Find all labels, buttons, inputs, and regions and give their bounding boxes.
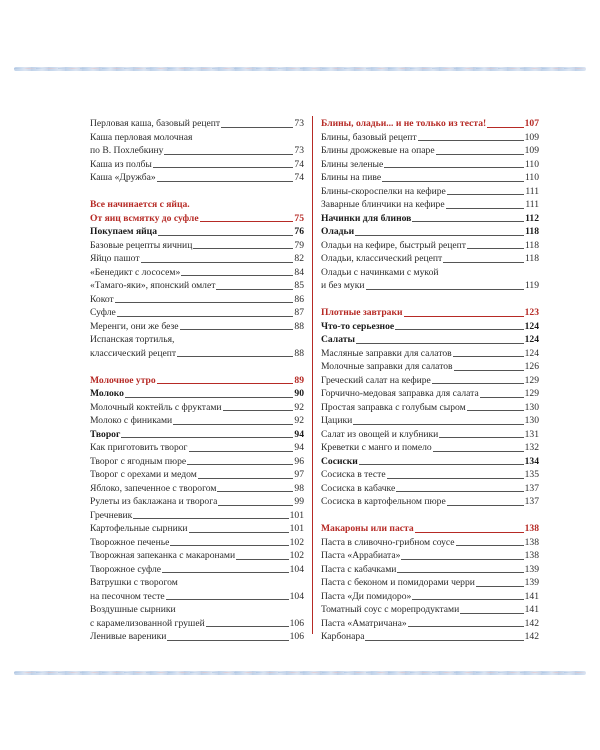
toc-leader-line: [412, 221, 524, 222]
toc-entry-title: От яиц всмятку до суфле: [90, 212, 199, 224]
toc-entry-title: Цацики: [321, 415, 353, 426]
toc-leader-line: [115, 302, 294, 303]
toc-page-number: 109: [524, 145, 539, 156]
toc-entry-title: Паста с кабачками: [321, 563, 397, 575]
toc-entry[interactable]: [321, 603, 539, 617]
toc-page-number: 111: [525, 185, 539, 197]
toc-entry[interactable]: [90, 347, 304, 361]
toc-leader-line: [167, 640, 288, 641]
toc-page-number: 101: [289, 509, 304, 521]
toc-leader-line: [432, 383, 524, 384]
toc-entry[interactable]: [321, 171, 539, 185]
toc-entry-title: Сосиска в картофельном пюре: [321, 496, 446, 507]
toc-page-number: 94: [294, 428, 304, 440]
toc-page-number: 139: [524, 577, 539, 588]
toc-leader-line: [117, 316, 294, 317]
toc-entry[interactable]: [321, 185, 539, 199]
toc-leader-line: [189, 532, 289, 533]
toc-entry[interactable]: [90, 225, 304, 239]
toc-entry-title: Творог: [90, 428, 121, 440]
toc-entry-title: Оладьи с начинками с мукой: [321, 266, 439, 278]
toc-leader-line: [217, 491, 293, 492]
toc-leader-line: [221, 127, 293, 128]
toc-leader-line: [467, 248, 524, 249]
toc-entry-title: по В. Похлебкину: [90, 145, 164, 156]
toc-page-number: 96: [294, 455, 304, 467]
toc-entry[interactable]: [321, 576, 539, 590]
toc-page-number: 86: [294, 293, 304, 305]
toc-entry[interactable]: [321, 482, 539, 496]
toc-entry[interactable]: [321, 387, 539, 401]
toc-entry-title: Творожное печенье: [90, 536, 170, 548]
toc-entry-title: с карамелизованной грушей: [90, 617, 205, 629]
toc-page-number: 134: [524, 455, 539, 467]
toc-page-number: 130: [524, 401, 539, 413]
toc-entry[interactable]: [90, 536, 304, 550]
toc-leader-line: [180, 329, 294, 330]
toc-page-number: 73: [294, 145, 304, 156]
toc-entry[interactable]: [321, 306, 539, 320]
toc-entry-title: Суфле: [90, 307, 116, 318]
toc-entry-title: на песочном тесте: [90, 590, 165, 602]
toc-entry[interactable]: [321, 320, 539, 334]
toc-entry[interactable]: [90, 198, 304, 212]
toc-leader-line: [412, 599, 523, 600]
toc-leader-line: [170, 545, 288, 546]
toc-leader-line: [218, 505, 293, 506]
toc-entry[interactable]: [90, 495, 304, 509]
toc-page-number: 118: [524, 253, 539, 264]
toc-entry-title: классический рецепт: [90, 347, 177, 359]
toc-leader-line: [193, 248, 293, 249]
toc-page-number: 98: [294, 482, 304, 494]
toc-page-number: 99: [294, 496, 304, 507]
toc-leader-line: [387, 478, 524, 479]
toc-entry-title: Сосиски: [321, 455, 358, 467]
toc-leader-line: [404, 316, 524, 317]
toc-entry[interactable]: [90, 590, 304, 604]
toc-page-number: 90: [294, 388, 304, 399]
toc-entry-title: Воздушные сырники: [90, 604, 176, 615]
toc-entry[interactable]: [321, 441, 539, 455]
toc-entry[interactable]: [90, 333, 304, 347]
toc-leader-line: [157, 181, 294, 182]
toc-leader-line: [447, 194, 525, 195]
toc-page-number: 106: [289, 617, 304, 629]
toc-page-number: 109: [524, 131, 539, 143]
toc-entry-title: Блины, оладьи... и не только из теста!: [321, 118, 487, 129]
toc-entry-title: Молочный коктейль с фруктами: [90, 401, 222, 413]
toc-entry-title: Паста в сливочно-грибном соусе: [321, 536, 455, 548]
toc-leader-line: [443, 262, 524, 263]
toc-entry-title: Блины дрожжевые на опаре: [321, 145, 435, 156]
toc-entry-title: Масляные заправки для салатов: [321, 347, 452, 359]
toc-leader-line: [181, 275, 293, 276]
toc-page-number: 129: [524, 374, 539, 386]
toc-entry-title: Ватрушки с творогом: [90, 577, 178, 588]
toc-leader-line: [121, 437, 293, 438]
toc-leader-line: [164, 154, 293, 155]
toc-page-number: 132: [524, 442, 539, 453]
toc-leader-line: [153, 167, 294, 168]
toc-page-number: 97: [294, 469, 304, 480]
toc-page-number: 111: [525, 199, 539, 210]
toc-entry[interactable]: [90, 374, 304, 388]
toc-leader-line: [382, 181, 524, 182]
toc-page-number: 119: [524, 280, 539, 291]
toc-leader-line: [467, 410, 524, 411]
toc-entry[interactable]: [321, 428, 539, 442]
toc-page-number: 73: [294, 118, 304, 129]
toc-entry[interactable]: [90, 509, 304, 523]
toc-entry-title: Креветки с манго и помело: [321, 442, 432, 453]
toc-left-column: [90, 117, 304, 644]
toc-entry-title: Салаты: [321, 334, 355, 345]
toc-entry[interactable]: [90, 441, 304, 455]
toc-entry[interactable]: [321, 522, 539, 536]
toc-leader-line: [433, 451, 524, 452]
toc-page-number: 138: [524, 536, 539, 548]
toc-page-number: 101: [289, 523, 304, 534]
toc-right-column: [321, 117, 539, 644]
toc-page-number: 85: [294, 280, 304, 291]
toc-entry[interactable]: [321, 401, 539, 415]
toc-entry[interactable]: [321, 117, 539, 131]
toc-leader-line: [141, 262, 294, 263]
toc-page-number: 138: [524, 550, 539, 561]
toc-entry[interactable]: [321, 198, 539, 212]
toc-entry-title: Молоко с финиками: [90, 415, 173, 426]
toc-leader-line: [446, 208, 525, 209]
toc-leader-line: [395, 329, 523, 330]
toc-entry[interactable]: [90, 522, 304, 536]
toc-entry-title: Блины-скороспелки на кефире: [321, 185, 446, 197]
toc-entry-title: Молочные заправки для салатов: [321, 361, 453, 372]
toc-page-number: 84: [294, 266, 304, 278]
toc-entry[interactable]: [90, 414, 304, 428]
toc-entry-title: Томатный соус с морепродуктами: [321, 604, 460, 615]
toc-entry-title: Макароны или паста: [321, 523, 414, 534]
toc-entry[interactable]: [90, 158, 304, 172]
toc-entry-title: Творог с ягодным пюре: [90, 455, 187, 467]
toc-leader-line: [206, 626, 289, 627]
toc-entry[interactable]: [90, 455, 304, 469]
toc-leader-line: [396, 491, 523, 492]
toc-entry[interactable]: [90, 266, 304, 280]
toc-leader-line: [353, 424, 523, 425]
toc-entry-title: Заварные блинчики на кефире: [321, 199, 445, 210]
toc-entry[interactable]: [321, 252, 539, 266]
toc-entry[interactable]: [90, 576, 304, 590]
toc-entry[interactable]: [321, 617, 539, 631]
toc-entry-title: Блины на пиве: [321, 172, 382, 183]
toc-page-number: 112: [525, 212, 539, 224]
toc-entry[interactable]: [90, 279, 304, 293]
toc-page-number: 82: [294, 253, 304, 264]
toc-entry[interactable]: [90, 131, 304, 145]
toc-page-number: 107: [524, 118, 539, 129]
toc-leader-line: [480, 397, 524, 398]
toc-page-number: 89: [294, 374, 304, 386]
toc-entry-title: Начинки для блинов: [321, 212, 412, 224]
toc-entry[interactable]: [321, 630, 539, 644]
top-decorative-stripe: [14, 67, 586, 71]
toc-entry[interactable]: [321, 333, 539, 347]
toc-entry[interactable]: [321, 266, 539, 280]
toc-entry-title: Оладьи на кефире, быстрый рецепт: [321, 239, 466, 251]
toc-entry[interactable]: [321, 131, 539, 145]
toc-entry-title: Перловая каша, базовый рецепт: [90, 118, 221, 129]
toc-entry[interactable]: [90, 468, 304, 482]
toc-leader-line: [216, 289, 293, 290]
toc-page-number: 110: [524, 172, 539, 183]
toc-entry-title: Гречневик: [90, 509, 133, 521]
toc-entry-title: Что-то серьезное: [321, 320, 395, 332]
toc-leader-line: [436, 154, 524, 155]
toc-leader-line: [454, 370, 524, 371]
toc-leader-line: [162, 572, 289, 573]
toc-entry-title: Блины зеленые: [321, 158, 384, 170]
toc-entry-title: Каша перловая молочная: [90, 131, 193, 143]
toc-entry-title: Базовые рецепты яичниц: [90, 239, 193, 251]
toc-entry-title: Горчично-медовая заправка для салата: [321, 388, 479, 399]
toc-entry[interactable]: [90, 252, 304, 266]
toc-entry[interactable]: [321, 468, 539, 482]
toc-page-number: 138: [524, 523, 539, 534]
toc-leader-line: [173, 424, 293, 425]
toc-page-number: 74: [294, 158, 304, 170]
toc-entry-title: Яйцо пашот: [90, 253, 140, 264]
toc-leader-line: [356, 343, 524, 344]
toc-entry-title: Творожное суфле: [90, 563, 162, 575]
toc-page-number: 124: [524, 320, 539, 332]
toc-entry-title: «Бенедикт с лососем»: [90, 266, 181, 278]
toc-entry[interactable]: [321, 536, 539, 550]
toc-entry[interactable]: [321, 374, 539, 388]
toc-entry[interactable]: [90, 306, 304, 320]
toc-entry-title: Рулеты из баклажана и творога: [90, 496, 218, 507]
toc-entry-title: Сосиска в тесте: [321, 469, 386, 480]
toc-page-number: 124: [524, 334, 539, 345]
toc-leader-line: [408, 626, 524, 627]
toc-entry-title: Ленивые вареники: [90, 631, 167, 642]
toc-page-number: 137: [524, 496, 539, 507]
toc-page-number: 104: [289, 590, 304, 602]
toc-entry-title: Каша из полбы: [90, 158, 152, 170]
toc-leader-line: [439, 437, 523, 438]
toc-entry[interactable]: [90, 320, 304, 334]
toc-leader-line: [453, 356, 524, 357]
toc-page-number: 142: [524, 617, 539, 629]
toc-page-number: 123: [524, 307, 539, 318]
toc-entry-title: Греческий салат на кефире: [321, 374, 431, 386]
toc-entry[interactable]: [321, 455, 539, 469]
toc-entry-title: «Тамаго-яки», японский омлет: [90, 280, 216, 291]
toc-entry-title: Все начинается с яйца.: [90, 199, 190, 210]
toc-entry-title: Творог с орехами и медом: [90, 469, 197, 480]
toc-entry-title: Простая заправка с голубым сыром: [321, 401, 466, 413]
toc-leader-line: [447, 505, 524, 506]
toc-entry-title: Картофельные сырники: [90, 523, 188, 534]
toc-page-number: 142: [524, 631, 539, 642]
toc-entry-title: Творожная запеканка с макаронами: [90, 550, 236, 561]
toc-entry[interactable]: [321, 563, 539, 577]
toc-leader-line: [198, 478, 294, 479]
toc-entry-title: Меренги, они же безе: [90, 320, 179, 332]
toc-entry-title: Как приготовить творог: [90, 442, 188, 453]
toc-leader-line: [487, 127, 523, 128]
toc-entry-title: Кокот: [90, 293, 114, 305]
toc-leader-line: [359, 464, 524, 465]
toc-page-number: 75: [294, 212, 304, 224]
toc-page-number: 141: [524, 604, 539, 615]
toc-entry[interactable]: [321, 549, 539, 563]
toc-leader-line: [415, 532, 524, 533]
toc-entry-title: Паста с беконом и помидорами черри: [321, 577, 475, 588]
toc-leader-line: [384, 167, 524, 168]
toc-entry[interactable]: [90, 617, 304, 631]
toc-entry-title: Паста «Аматричана»: [321, 617, 407, 629]
toc-entry[interactable]: [321, 212, 539, 226]
toc-page-number: 102: [289, 550, 304, 561]
toc-page-number: 130: [524, 415, 539, 426]
toc-entry-title: Паста «Аррабиата»: [321, 550, 401, 561]
toc-entry[interactable]: [90, 630, 304, 644]
toc-page-number: 124: [524, 347, 539, 359]
toc-entry[interactable]: [90, 603, 304, 617]
toc-leader-line: [366, 289, 524, 290]
toc-page-number: 79: [294, 239, 304, 251]
toc-entry-title: Сосиска в кабачке: [321, 482, 396, 494]
toc-entry-title: Оладьи: [321, 226, 355, 237]
toc-entry-title: Оладьи, классический рецепт: [321, 253, 443, 264]
toc-leader-line: [355, 235, 524, 236]
toc-entry[interactable]: [321, 279, 539, 293]
toc-entry-title: Молоко: [90, 388, 124, 399]
toc-entry[interactable]: [90, 401, 304, 415]
toc-entry[interactable]: [321, 158, 539, 172]
toc-page-number: 92: [294, 415, 304, 426]
toc-page-number: 137: [524, 482, 539, 494]
toc-entry-title: Покупаем яйца: [90, 226, 158, 237]
toc-entry-title: Салат из овощей и клубники: [321, 428, 439, 440]
toc-leader-line: [200, 221, 294, 222]
toc-leader-line: [397, 572, 523, 573]
toc-leader-line: [133, 518, 288, 519]
toc-page-number: 76: [294, 226, 304, 237]
bottom-decorative-stripe: [14, 671, 586, 675]
toc-leader-line: [189, 451, 294, 452]
toc-page-number: 87: [294, 307, 304, 318]
toc-entry-title: Паста «Ди помидоро»: [321, 590, 412, 602]
toc-entry[interactable]: [90, 117, 304, 131]
toc-entry-title: Каша «Дружба»: [90, 172, 156, 183]
toc-leader-line: [401, 559, 523, 560]
toc-page-number: 135: [524, 469, 539, 480]
toc-page-number: 110: [524, 158, 539, 170]
toc-entry[interactable]: [90, 482, 304, 496]
toc-leader-line: [456, 545, 524, 546]
toc-page-number: 88: [294, 320, 304, 332]
toc-page-number: 106: [289, 631, 304, 642]
toc-entry[interactable]: [321, 360, 539, 374]
toc-leader-line: [125, 397, 293, 398]
toc-entry-title: Яблоко, запеченное с творогом: [90, 482, 217, 494]
toc-page-number: 74: [294, 172, 304, 183]
toc-page-number: 141: [524, 590, 539, 602]
toc-page-number: 88: [294, 347, 304, 359]
toc-page-number: 129: [524, 388, 539, 399]
toc-leader-line: [365, 640, 523, 641]
toc-entry-title: Испанская тортилья,: [90, 334, 175, 345]
toc-entry[interactable]: [90, 171, 304, 185]
toc-page-number: 102: [289, 536, 304, 548]
toc-entry-title: и без муки: [321, 280, 365, 291]
toc-leader-line: [177, 356, 293, 357]
toc-leader-line: [460, 613, 523, 614]
toc-entry[interactable]: [90, 239, 304, 253]
toc-entry[interactable]: [321, 347, 539, 361]
toc-entry[interactable]: [90, 549, 304, 563]
toc-entry[interactable]: [90, 563, 304, 577]
toc-entry[interactable]: [90, 212, 304, 226]
toc-page-number: 118: [524, 239, 539, 251]
toc-entry[interactable]: [321, 225, 539, 239]
toc-entry[interactable]: [321, 414, 539, 428]
toc-entry[interactable]: [321, 144, 539, 158]
toc-entry[interactable]: [90, 144, 304, 158]
toc-page-number: 104: [289, 563, 304, 575]
toc-leader-line: [157, 383, 294, 384]
toc-leader-line: [223, 410, 294, 411]
toc-page-number: 94: [294, 442, 304, 453]
toc-page-number: 118: [525, 226, 539, 237]
toc-entry[interactable]: [321, 495, 539, 509]
toc-leader-line: [187, 464, 293, 465]
toc-leader-line: [166, 599, 289, 600]
toc-entry[interactable]: [90, 293, 304, 307]
toc-entry[interactable]: [90, 387, 304, 401]
toc-page-number: 126: [524, 361, 539, 372]
toc-leader-line: [418, 140, 524, 141]
toc-page-number: 139: [524, 563, 539, 575]
toc-page-number: 131: [524, 428, 539, 440]
toc-entry-title: Молочное утро: [90, 374, 156, 386]
toc-entry-title: Плотные завтраки: [321, 307, 403, 318]
toc-entry-title: Карбонара: [321, 631, 365, 642]
toc-entry[interactable]: [321, 590, 539, 604]
toc-leader-line: [236, 559, 289, 560]
toc-page-number: 92: [294, 401, 304, 413]
toc-leader-line: [158, 235, 293, 236]
toc-entry[interactable]: [321, 239, 539, 253]
toc-leader-line: [476, 586, 524, 587]
toc-entry-title: Блины, базовый рецепт: [321, 131, 417, 143]
toc-entry[interactable]: [90, 428, 304, 442]
column-divider: [312, 116, 313, 634]
